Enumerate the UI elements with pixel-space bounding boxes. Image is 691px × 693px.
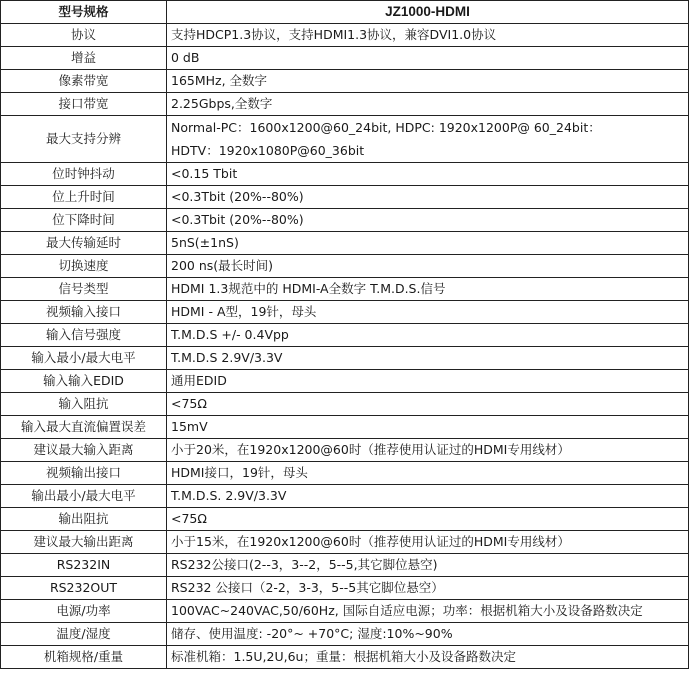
spec-value: 165MHz, 全数字 bbox=[167, 70, 689, 93]
spec-key: 视频输出接口 bbox=[1, 462, 167, 485]
table-row bbox=[1, 554, 689, 577]
spec-value: 15mV bbox=[167, 416, 689, 439]
table-row bbox=[1, 255, 689, 278]
spec-value: <0.3Tbit (20%--80%) bbox=[167, 186, 689, 209]
spec-value: <75Ω bbox=[167, 508, 689, 531]
spec-key: 机箱规格/重量 bbox=[1, 646, 167, 669]
spec-key: 输入最大直流偏置误差 bbox=[1, 416, 167, 439]
spec-key: 位上升时间 bbox=[1, 186, 167, 209]
spec-key: 切换速度 bbox=[1, 255, 167, 278]
spec-value: 5nS(±1nS) bbox=[167, 232, 689, 255]
spec-key: 输入阻抗 bbox=[1, 393, 167, 416]
spec-value: 通用EDID bbox=[167, 370, 689, 393]
table-row bbox=[1, 93, 689, 116]
table-row bbox=[1, 47, 689, 70]
spec-value: 支持HDCP1.3协议，支持HDMI1.3协议，兼容DVI1.0协议 bbox=[167, 24, 689, 47]
table-row bbox=[1, 70, 689, 93]
spec-value: HDMI 1.3规范中的 HDMI-A全数字 T.M.D.S.信号 bbox=[167, 278, 689, 301]
table-row bbox=[1, 531, 689, 554]
spec-key: 信号类型 bbox=[1, 278, 167, 301]
table-row bbox=[1, 347, 689, 370]
table-row bbox=[1, 301, 689, 324]
table-row bbox=[1, 439, 689, 462]
spec-value: 小于15米，在1920x1200@60时（推荐使用认证过的HDMI专用线材） bbox=[167, 531, 689, 554]
spec-key: 输出阻抗 bbox=[1, 508, 167, 531]
spec-value: HDMI接口，19针，母头 bbox=[167, 462, 689, 485]
spec-value: 0 dB bbox=[167, 47, 689, 70]
table-row bbox=[1, 623, 689, 646]
spec-value: <0.15 Tbit bbox=[167, 163, 689, 186]
table-row bbox=[1, 209, 689, 232]
table-row bbox=[1, 485, 689, 508]
table-row bbox=[1, 416, 689, 439]
table-row bbox=[1, 116, 689, 163]
spec-value: <75Ω bbox=[167, 393, 689, 416]
spec-key: 协议 bbox=[1, 24, 167, 47]
spec-key: 输出最小/最大电平 bbox=[1, 485, 167, 508]
spec-value: RS232 公接口（2-2，3-3，5--5其它脚位悬空） bbox=[167, 577, 689, 600]
spec-value: 标准机箱：1.5U,2U,6u；重量：根据机箱大小及设备路数决定 bbox=[167, 646, 689, 669]
table-row bbox=[1, 24, 689, 47]
spec-key: 位时钟抖动 bbox=[1, 163, 167, 186]
spec-value: T.M.D.S. 2.9V/3.3V bbox=[167, 485, 689, 508]
table-header-row bbox=[1, 1, 689, 24]
spec-key: 增益 bbox=[1, 47, 167, 70]
table-row bbox=[1, 600, 689, 623]
spec-key: 最大传输延时 bbox=[1, 232, 167, 255]
table-row bbox=[1, 370, 689, 393]
table-row bbox=[1, 646, 689, 669]
spec-value: 小于20米，在1920x1200@60时（推荐使用认证过的HDMI专用线材） bbox=[167, 439, 689, 462]
spec-value: 200 ns(最长时间) bbox=[167, 255, 689, 278]
spec-key: 位下降时间 bbox=[1, 209, 167, 232]
spec-key: 输入信号强度 bbox=[1, 324, 167, 347]
spec-key: RS232OUT bbox=[1, 577, 167, 600]
table-row bbox=[1, 393, 689, 416]
table-row bbox=[1, 462, 689, 485]
spec-value: RS232公接口(2--3，3--2，5--5,其它脚位悬空) bbox=[167, 554, 689, 577]
header-label: 型号规格 bbox=[1, 1, 167, 24]
spec-key: 建议最大输入距离 bbox=[1, 439, 167, 462]
spec-value bbox=[167, 116, 689, 163]
spec-value-line-1: Normal-PC：1600x1200@60_24bit, HDPC: 1920x1200P@ 60_24bit： bbox=[171, 120, 601, 135]
spec-value: 2.25Gbps,全数字 bbox=[167, 93, 689, 116]
spec-key: 视频输入接口 bbox=[1, 301, 167, 324]
table-row bbox=[1, 186, 689, 209]
table-row bbox=[1, 232, 689, 255]
spec-key: 像素带宽 bbox=[1, 70, 167, 93]
spec-key: 电源/功率 bbox=[1, 600, 167, 623]
spec-key: 温度/湿度 bbox=[1, 623, 167, 646]
table-row bbox=[1, 577, 689, 600]
spec-key: 最大支持分辨 bbox=[1, 116, 167, 163]
table-row bbox=[1, 278, 689, 301]
spec-key: 接口带宽 bbox=[1, 93, 167, 116]
spec-value: HDMI - A型，19针，母头 bbox=[167, 301, 689, 324]
table-row bbox=[1, 508, 689, 531]
spec-key: 建议最大输出距离 bbox=[1, 531, 167, 554]
spec-value: 100VAC~240VAC,50/60Hz, 国际自适应电源；功率：根据机箱大小及设备路数决定 bbox=[167, 600, 689, 623]
table-row bbox=[1, 324, 689, 347]
spec-value: <0.3Tbit (20%--80%) bbox=[167, 209, 689, 232]
spec-value-line-2: HDTV：1920x1080P@60_36bit bbox=[171, 143, 365, 158]
spec-key: 输入输入EDID bbox=[1, 370, 167, 393]
spec-key: 输入最小/最大电平 bbox=[1, 347, 167, 370]
spec-value: 储存、使用温度: -20°~ +70°C; 湿度:10%~90% bbox=[167, 623, 689, 646]
table-row bbox=[1, 163, 689, 186]
spec-key: RS232IN bbox=[1, 554, 167, 577]
spec-value: T.M.D.S 2.9V/3.3V bbox=[167, 347, 689, 370]
spec-value: T.M.D.S +/- 0.4Vpp bbox=[167, 324, 689, 347]
header-model: JZ1000-HDMI bbox=[167, 1, 689, 24]
